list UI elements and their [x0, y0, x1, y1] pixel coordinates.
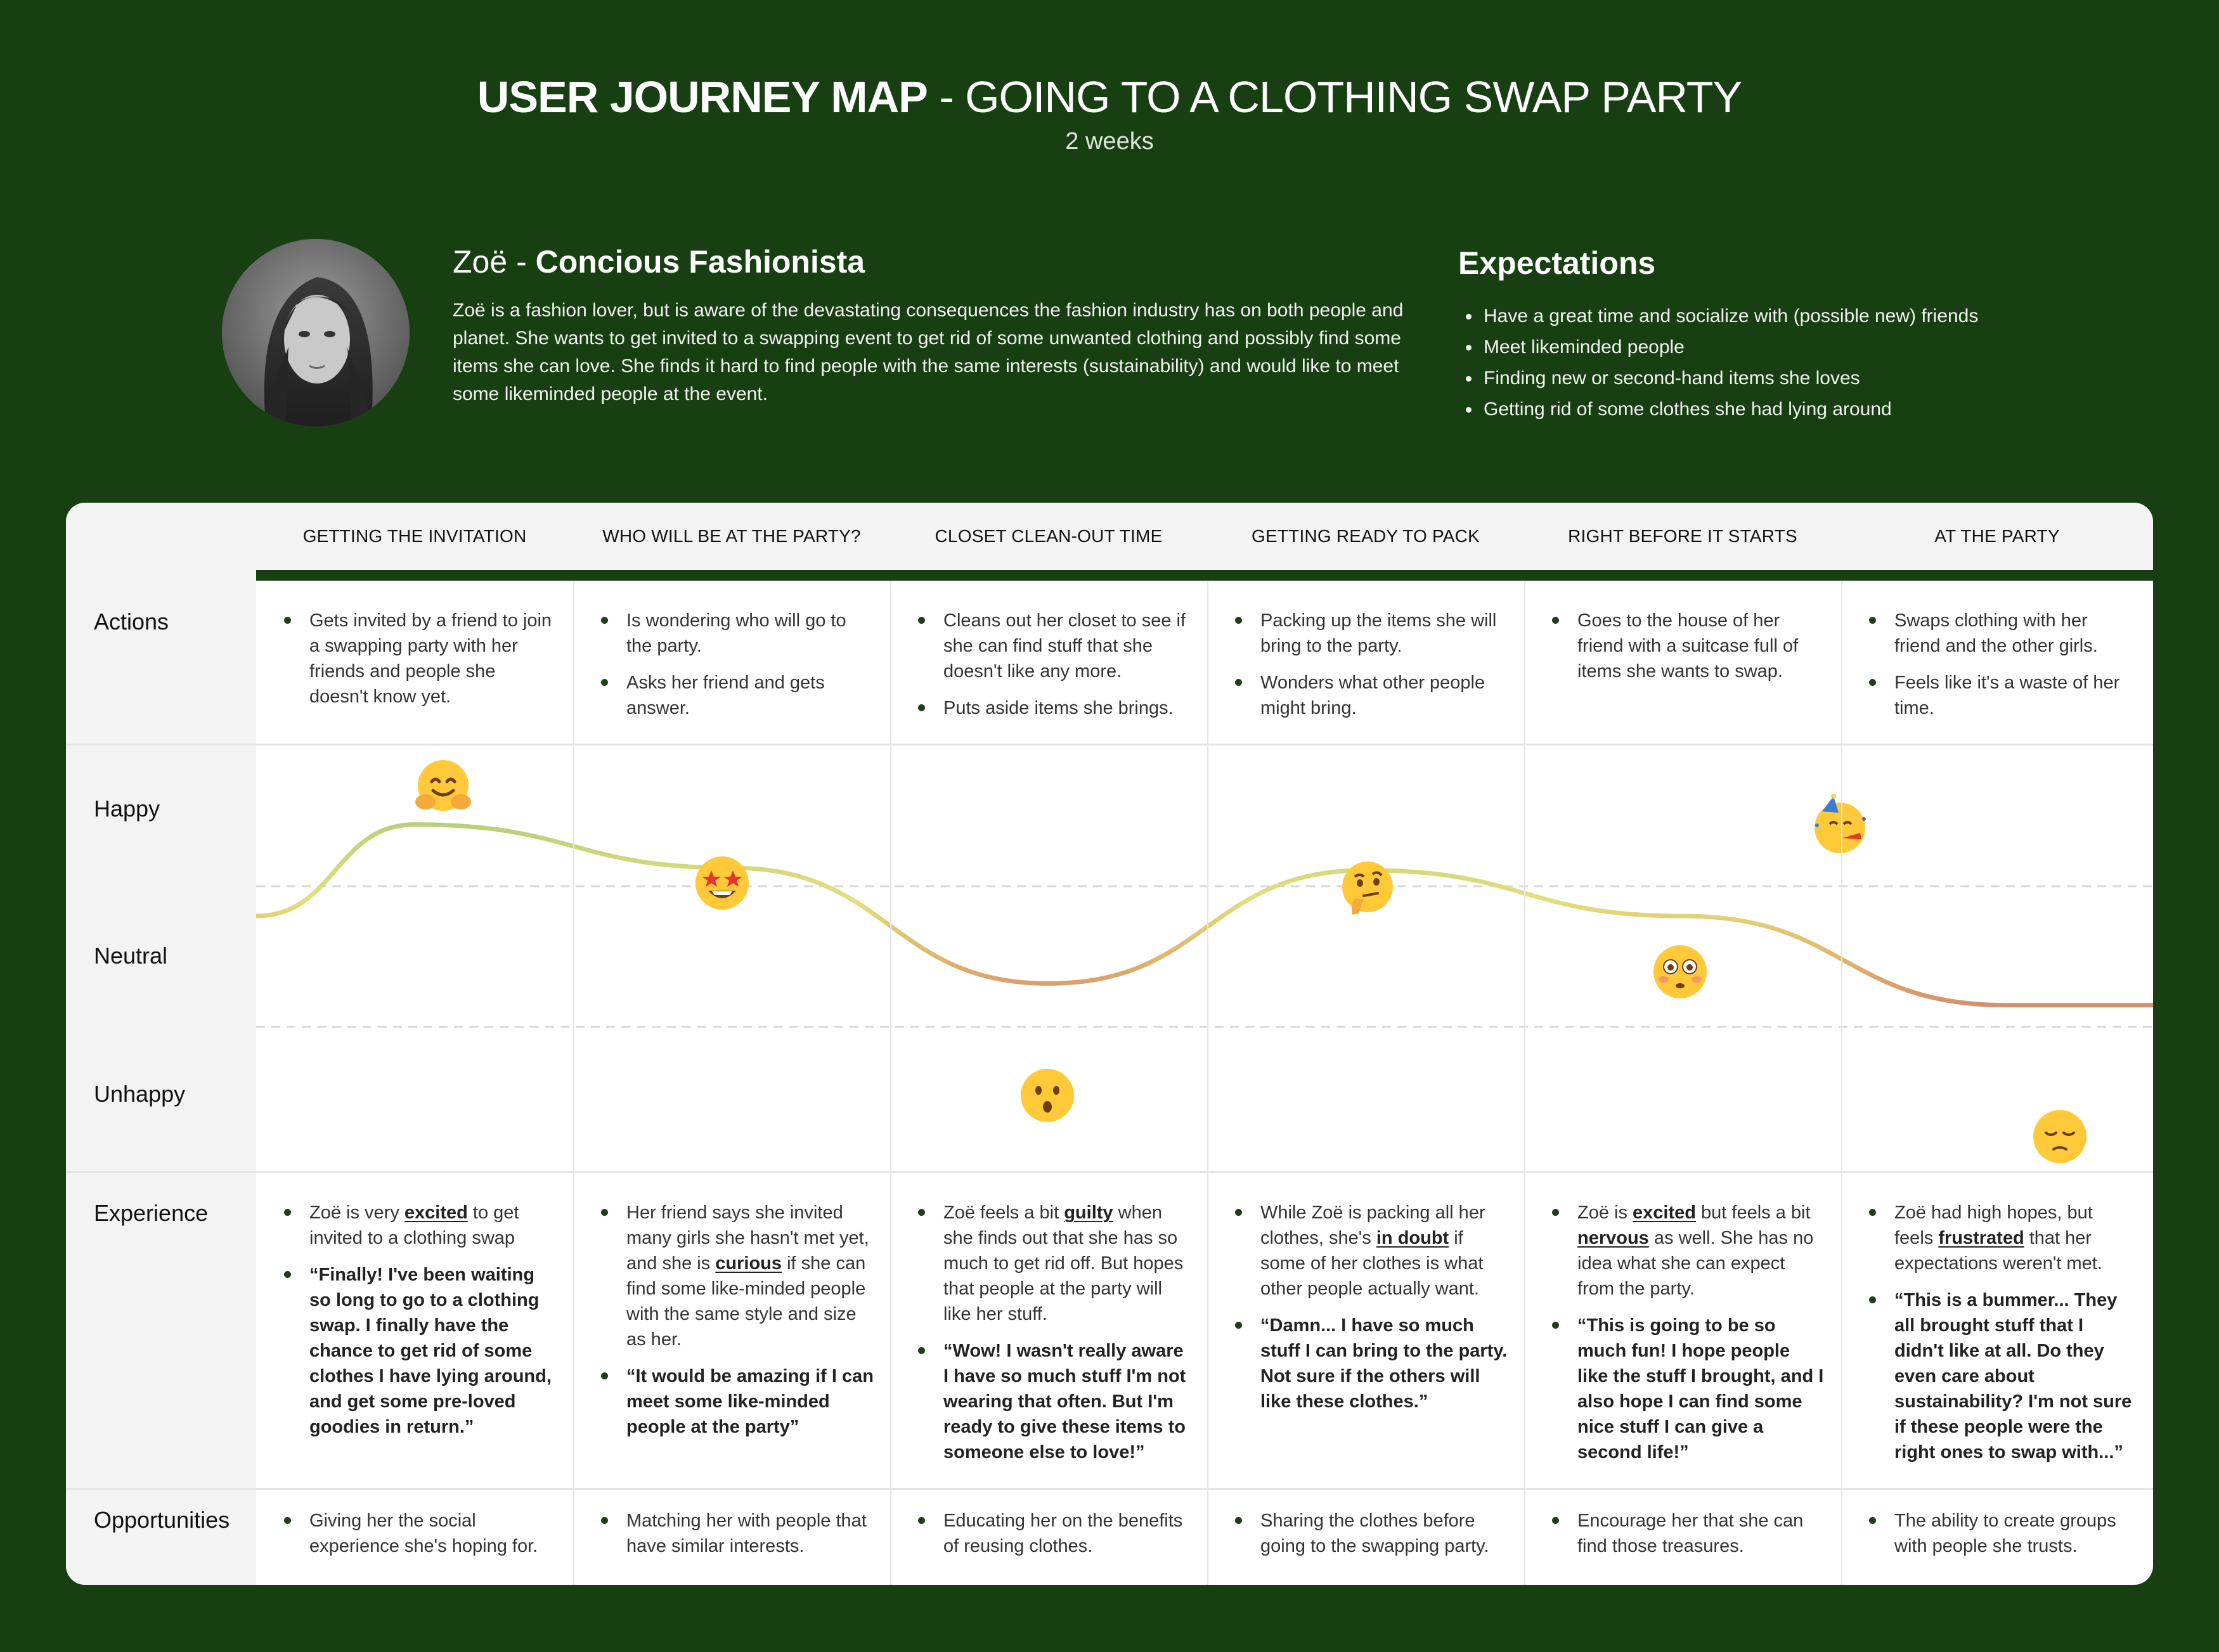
opportunity-item: Giving her the social experience she's hoping for. — [309, 1508, 557, 1559]
expectations-block — [1458, 241, 2156, 425]
emotion-keyword: curious — [715, 1253, 782, 1274]
actions-cell — [915, 608, 1191, 732]
experience-cell — [598, 1200, 874, 1451]
quote-text: “Damn... I have so much stuff I can bring to the party. Not sure if the others will like these clothes.” — [1260, 1315, 1508, 1412]
experience-quote — [1894, 1287, 2137, 1465]
experience-text: Her friend says she invited many girls she hasn't met yet, and she is — [626, 1203, 869, 1274]
expectation-item: • Have a great time and socialize with (possible new) friends — [1481, 300, 2156, 332]
column-divider — [1841, 581, 1842, 1585]
quote-text: “This is a bummer... They all brought stuff that I didn't like at all. Do they even care about sustainability? I'm not sure if these people were the right ones to swap with...” — [1894, 1290, 2132, 1462]
opportunity-item: Encourage her that she can find those treasures. — [1577, 1508, 1825, 1559]
experience-cell — [1549, 1200, 1825, 1476]
action-item: Goes to the house of her friend with a suitcase full of items she wants to swap. — [1577, 608, 1825, 684]
experience-text: if some of her clothes is what other people actually want. — [1260, 1228, 1484, 1299]
opportunity-item: Matching her with people that have similar interests. — [626, 1508, 874, 1559]
actions-cell — [281, 608, 557, 721]
column-divider — [1524, 581, 1525, 1585]
expectation-item: • Finding new or second-hand items she loves — [1481, 363, 2156, 394]
opportunity-cell — [1866, 1508, 2137, 1570]
actions-cell — [598, 608, 874, 732]
opportunity-item: The ability to create groups with people she trusts. — [1894, 1508, 2137, 1559]
row-label-happy: Happy — [94, 796, 160, 822]
title-bold: USER JOURNEY MAP — [477, 72, 928, 122]
row-label-actions: Actions — [94, 609, 169, 635]
quote-text: “This is going to be so much fun! I hope people like the stuff I brought, and I also hope I can find some nice stuff I can give a second life!” — [1577, 1315, 1824, 1462]
column-divider — [890, 581, 891, 1585]
expectation-item: • Getting rid of some clothes she had lying around — [1481, 394, 2156, 425]
persona-first-name: Zoë — [453, 244, 508, 280]
actions-cell — [1866, 608, 2137, 732]
opportunity-cell — [1549, 1508, 1825, 1570]
persona-avatar — [222, 239, 410, 427]
experience-cell — [1232, 1200, 1508, 1426]
row-divider — [66, 1171, 2153, 1173]
experience-cell — [915, 1200, 1191, 1476]
star-struck-icon — [690, 851, 754, 915]
stage-header: GETTING THE INVITATION — [302, 526, 527, 546]
column-divider — [573, 581, 574, 1585]
stage-header: CLOSET CLEAN-OUT TIME — [935, 526, 1163, 546]
experience-text: to get invited to a clothing swap — [309, 1203, 519, 1248]
action-item: Wonders what other people might bring. — [1260, 670, 1508, 721]
experience-text: Zoë had high hopes, but feels — [1894, 1203, 2093, 1248]
persona-bio: Zoë is a fashion lover, but is aware of the devastating consequences the fashion industry has on both people and planet. She wants to get invited to a swapping event to get rid of some unwanted clothing and possibly find some items she can love. She finds it hard to find people with the same interests (sustainability) and would like to meet some likeminded people at the event. — [453, 300, 1404, 404]
row-divider — [66, 1488, 2153, 1490]
experience-cell — [1866, 1200, 2137, 1476]
experience-item — [1260, 1200, 1508, 1301]
expectations-heading: Expectations — [1458, 245, 1656, 281]
row-label-experience: Experience — [94, 1200, 209, 1226]
stage-header: GETTING READY TO PACK — [1252, 526, 1480, 546]
opportunity-cell — [1232, 1508, 1508, 1570]
thinking-face-icon — [1336, 856, 1399, 920]
hugging-face-icon — [411, 755, 475, 818]
flushed-face-icon — [1648, 940, 1712, 1003]
action-item: Cleans out her closet to see if she can find stuff that she doesn't like any more. — [943, 608, 1191, 684]
quote-text: “Finally! I've been waiting so long to go to a clothing swap. I finally have the chance to get rid of some clothes I have lying around, and get some pre-loved goodies in return.” — [309, 1265, 552, 1437]
journey-map-card — [66, 503, 2153, 1585]
persona-separator: - — [507, 244, 536, 280]
experience-text: but feels a bit — [1695, 1203, 1811, 1223]
row-label-column — [66, 503, 256, 1585]
experience-cell — [281, 1200, 557, 1451]
experience-text: that her expectations weren't met. — [1894, 1228, 2102, 1274]
emotion-keyword: nervous — [1577, 1228, 1649, 1248]
hushed-face-icon — [1016, 1064, 1079, 1127]
persona-name — [453, 240, 1404, 284]
stage-header: WHO WILL BE AT THE PARTY? — [602, 526, 861, 546]
action-item: Asks her friend and gets answer. — [626, 670, 874, 721]
experience-text: Zoë is very — [309, 1203, 404, 1223]
experience-item — [309, 1200, 557, 1251]
quote-text: “Wow! I wasn't really aware I have so much stuff I'm not wearing that often. But I'm ready to give these items to someone else to love!” — [943, 1341, 1186, 1462]
title-rest: - GOING TO A CLOTHING SWAP PARTY — [927, 72, 1742, 122]
partying-face-icon — [1808, 794, 1872, 857]
emotion-curve-chart — [256, 745, 2153, 1042]
experience-quote — [1577, 1313, 1825, 1465]
action-item: Packing up the items she will bring to the party. — [1260, 608, 1508, 659]
action-item: Is wondering who will go to the party. — [626, 608, 874, 659]
experience-text: as well. She has no idea what she can expect from the party. — [1577, 1228, 1814, 1299]
action-item: Feels like it's a waste of her time. — [1894, 670, 2137, 721]
opportunity-item: Educating her on the benefits of reusing clothes. — [943, 1508, 1191, 1559]
opportunity-item: Sharing the clothes before going to the swapping party. — [1260, 1508, 1508, 1559]
emotion-keyword: in doubt — [1376, 1228, 1449, 1248]
row-label-opportunities: Opportunities — [94, 1507, 230, 1533]
stage-header: RIGHT BEFORE IT STARTS — [1568, 526, 1797, 546]
actions-cell — [1549, 608, 1825, 695]
stage-header-bar — [256, 570, 2153, 581]
quote-text: “It would be amazing if I can meet some like-minded people at the party” — [626, 1366, 874, 1437]
emotion-keyword: excited — [404, 1203, 468, 1223]
experience-text: if she can find some like-minded people with the same style and size as her. — [626, 1253, 866, 1350]
emotion-keyword: guilty — [1064, 1203, 1113, 1223]
opportunity-cell — [281, 1508, 557, 1570]
expectations-list — [1458, 300, 2156, 425]
experience-text: Zoë feels a bit — [943, 1203, 1064, 1223]
action-item: Swaps clothing with her friend and the other girls. — [1894, 608, 2137, 659]
experience-quote — [943, 1338, 1191, 1465]
stage-header: AT THE PARTY — [1934, 526, 2060, 546]
opportunity-cell — [915, 1508, 1191, 1570]
emotion-keyword: excited — [1633, 1203, 1696, 1223]
experience-text: Zoë is — [1577, 1203, 1633, 1223]
experience-text: when she finds out that she has so much to get rid off. But hopes that people at the party will like her stuff. — [943, 1203, 1184, 1324]
row-label-neutral: Neutral — [94, 943, 168, 969]
opportunity-cell — [598, 1508, 874, 1570]
experience-quote — [626, 1364, 874, 1440]
column-divider — [1207, 581, 1208, 1585]
experience-item — [1894, 1200, 2137, 1276]
duration-subtitle: 2 weeks — [1065, 128, 1154, 155]
persona-block — [453, 240, 1404, 408]
action-item: Gets invited by a friend to join a swapping party with her friends and people she doesn't know yet. — [309, 608, 557, 709]
experience-text: While Zoë is packing all her clothes, she's — [1260, 1203, 1485, 1248]
action-item: Puts aside items she brings. — [943, 695, 1191, 721]
experience-item — [943, 1200, 1191, 1327]
emotion-keyword: frustrated — [1938, 1228, 2024, 1248]
persona-role: Concious Fashionista — [535, 244, 865, 280]
row-label-unhappy: Unhappy — [94, 1081, 186, 1107]
experience-quote — [1260, 1313, 1508, 1414]
page-header — [0, 68, 2219, 155]
experience-item — [626, 1200, 874, 1352]
page-title — [0, 68, 2219, 126]
expectation-item: • Meet likeminded people — [1481, 332, 2156, 363]
pensive-face-icon — [2028, 1105, 2092, 1168]
experience-item — [1577, 1200, 1825, 1301]
actions-cell — [1232, 608, 1508, 732]
experience-quote — [309, 1262, 557, 1440]
row-divider — [66, 744, 2153, 745]
